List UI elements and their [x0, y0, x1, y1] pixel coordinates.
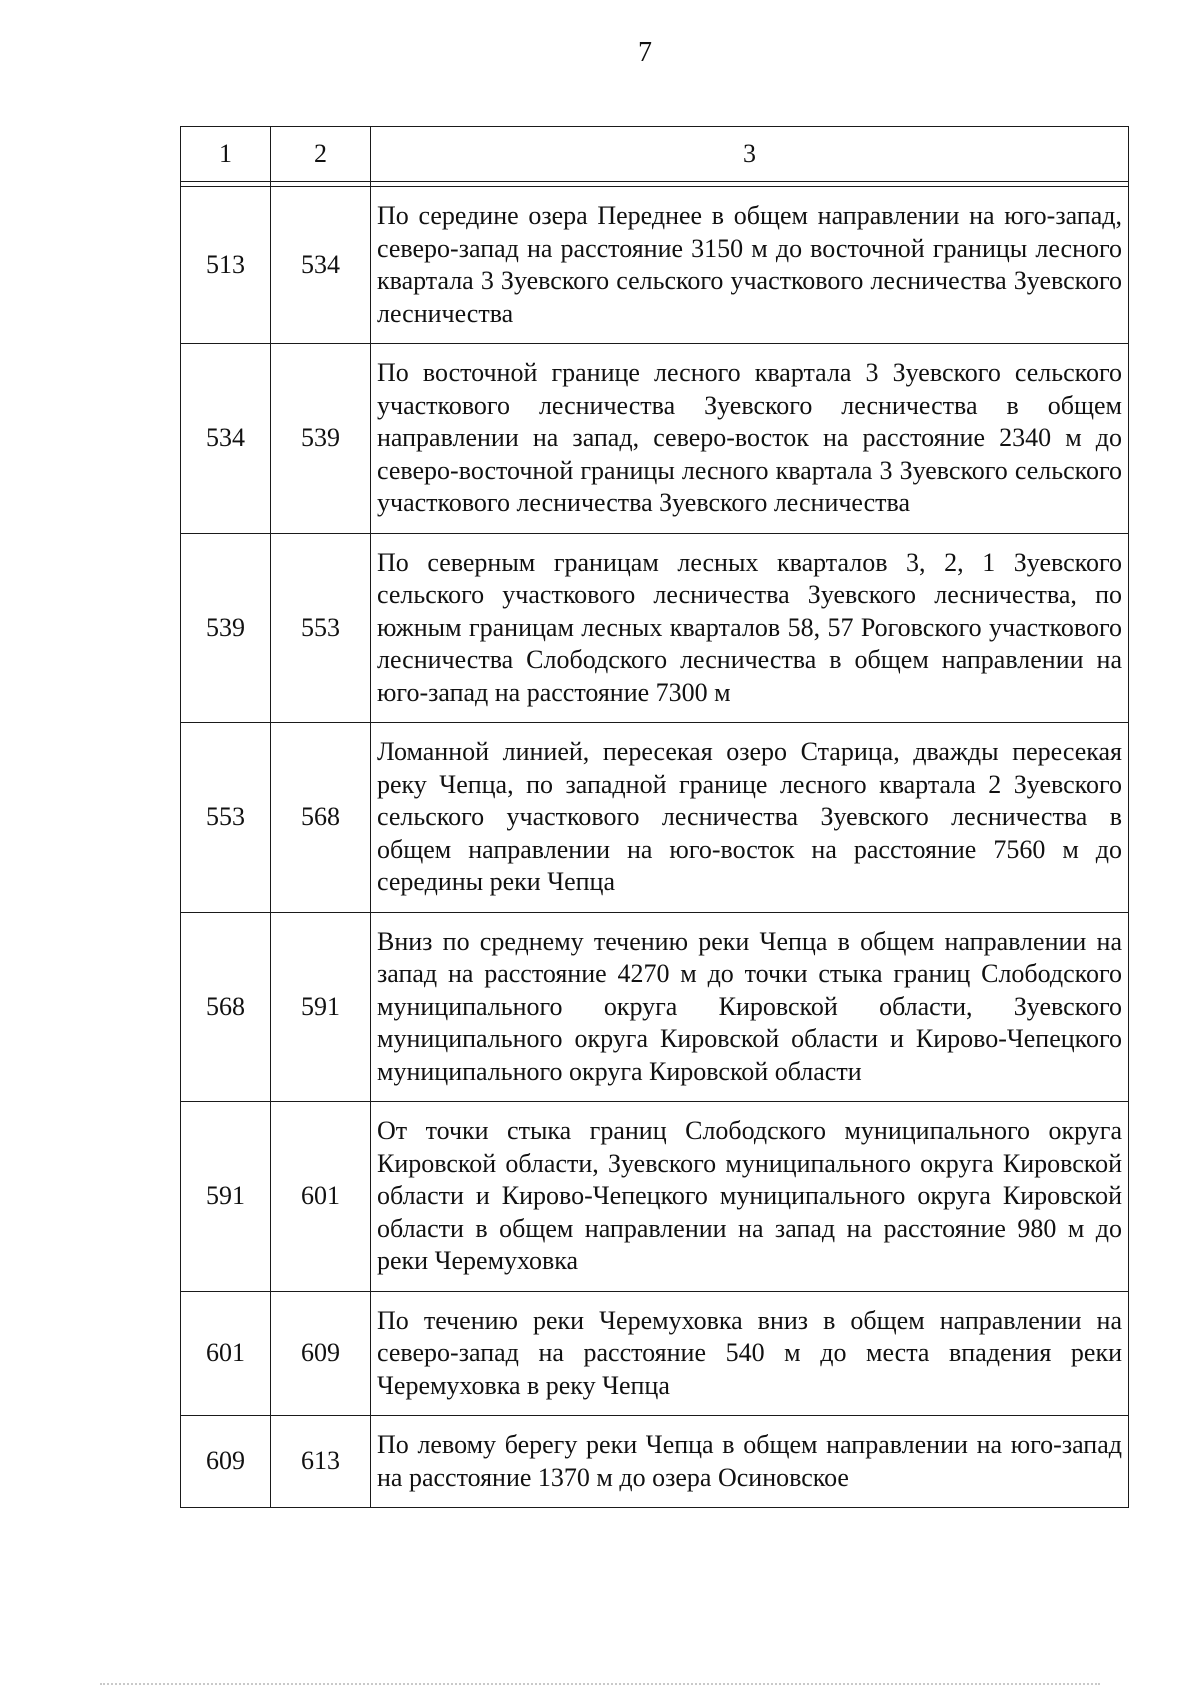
description-cell: По середине озера Переднее в общем направлении на юго-запад, северо-запад на расстояние 3150 м до восточной границы лесного квартала 3 Зуевского сельского участкового лесничества Зуевского лесничества — [371, 187, 1129, 344]
to-point-cell: 553 — [271, 533, 371, 723]
from-point-cell: 591 — [181, 1102, 271, 1292]
description-cell: От точки стыка границ Слободского муниципального округа Кировской области, Зуевского муниципального округа Кировской области и Кирово-Чепецкого муниципального округа Кировской области в общем направлении на запад на расстояние 980 м до реки Черемуховка — [371, 1102, 1129, 1292]
to-point-cell: 591 — [271, 912, 371, 1102]
to-point-cell: 613 — [271, 1416, 371, 1508]
to-point-cell: 534 — [271, 187, 371, 344]
table-row — [181, 533, 1129, 723]
to-point-cell: 568 — [271, 723, 371, 913]
description-cell: Вниз по среднему течению реки Чепца в общем направлении на запад на расстояние 4270 м до точки стыка границ Слободского муниципального округа Кировской области, Зуевского муниципального округа Кировской области и Кирово-Чепецкого муниципального округа Кировской области — [371, 912, 1129, 1102]
column-header-to: 2 — [271, 127, 371, 182]
table-header-row — [181, 127, 1129, 182]
description-cell: Ломанной линией, пересекая озеро Старица, дважды пересекая реку Чепца, по западной границе лесного квартала 2 Зуевского сельского участкового лесничества Зуевского лесничества в общем направлении на юго-восток на расстояние 7560 м до середины реки Чепца — [371, 723, 1129, 913]
column-header-description: 3 — [371, 127, 1129, 182]
description-cell: По течению реки Черемуховка вниз в общем направлении на северо-запад на расстояние 540 м до места впадения реки Черемуховка в реку Чепца — [371, 1291, 1129, 1416]
table-row — [181, 187, 1129, 344]
to-point-cell: 609 — [271, 1291, 371, 1416]
from-point-cell: 568 — [181, 912, 271, 1102]
to-point-cell: 539 — [271, 344, 371, 534]
table-row — [181, 344, 1129, 534]
from-point-cell: 539 — [181, 533, 271, 723]
table-row — [181, 723, 1129, 913]
description-cell: По восточной границе лесного квартала 3 Зуевского сельского участкового лесничества Зуевского лесничества в общем направлении на запад, северо-восток на расстояние 2340 м до северо-восточной границы лесного квартала 3 Зуевского сельского участкового лесничества Зуевского лесничества — [371, 344, 1129, 534]
description-cell: По северным границам лесных кварталов 3, 2, 1 Зуевского сельского участкового лесничества Зуевского лесничества, по южным границам лесных кварталов 58, 57 Роговского участкового лесничества Слободского лесничества в общем направлении на юго-запад на расстояние 7300 м — [371, 533, 1129, 723]
scan-edge-artifact — [100, 1683, 1100, 1687]
from-point-cell: 609 — [181, 1416, 271, 1508]
boundary-description-table — [180, 126, 1129, 1508]
table-row — [181, 1291, 1129, 1416]
from-point-cell: 534 — [181, 344, 271, 534]
page-number: 7 — [638, 37, 652, 68]
from-point-cell: 513 — [181, 187, 271, 344]
column-header-from: 1 — [181, 127, 271, 182]
description-cell: По левому берегу реки Чепца в общем направлении на юго-запад на расстояние 1370 м до озера Осиновское — [371, 1416, 1129, 1508]
table-row — [181, 1416, 1129, 1508]
table-row — [181, 912, 1129, 1102]
from-point-cell: 553 — [181, 723, 271, 913]
to-point-cell: 601 — [271, 1102, 371, 1292]
table-row — [181, 1102, 1129, 1292]
from-point-cell: 601 — [181, 1291, 271, 1416]
